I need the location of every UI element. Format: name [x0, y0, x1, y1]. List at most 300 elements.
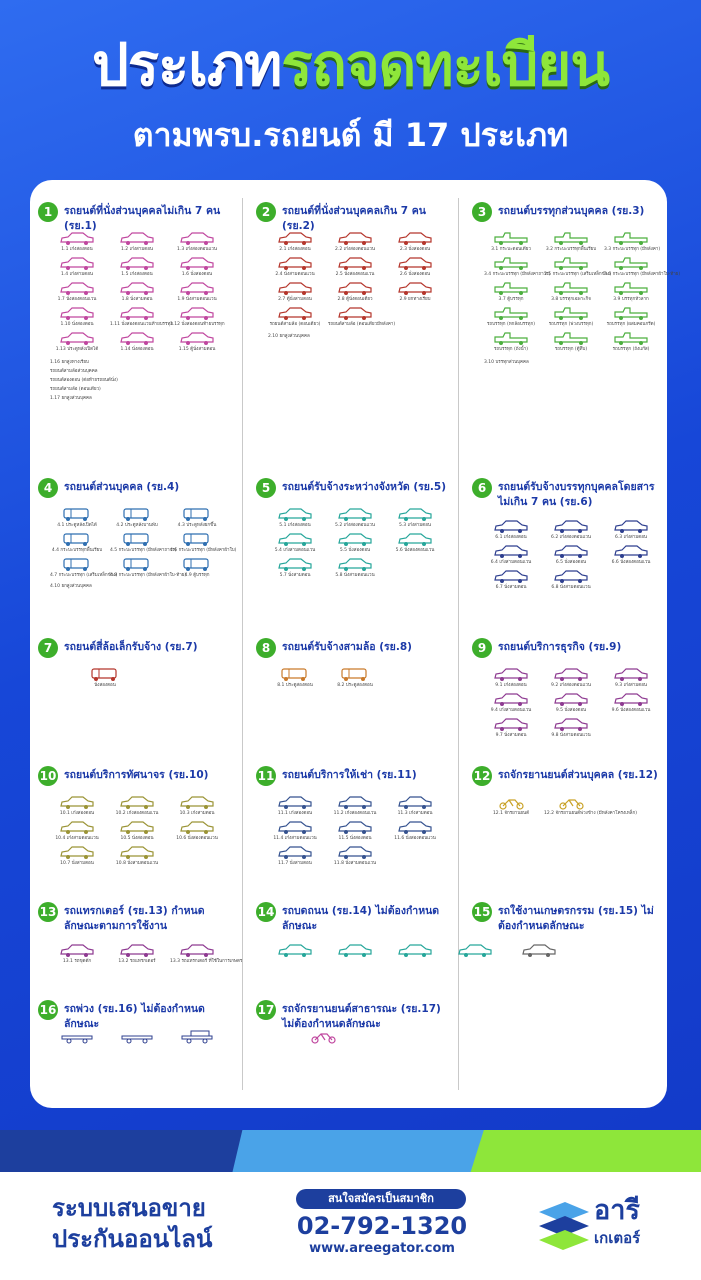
vehicle-item — [328, 942, 382, 959]
vehicle-item — [110, 942, 164, 965]
vehicle-icon — [119, 506, 155, 522]
vehicle-icon — [457, 942, 493, 958]
vehicle-item — [544, 230, 598, 253]
vehicle-label: 5.3 เก๋งสามตอน — [399, 523, 431, 528]
vehicle-label: 1.13 ประตูหลังเปิดได้ — [55, 347, 99, 352]
page-title — [0, 30, 701, 100]
section-header — [38, 478, 234, 498]
vehicle-icon — [397, 230, 433, 246]
vehicle-extra-label: 4.10 ยกสูงส่วนบุคคล — [50, 584, 92, 589]
vehicle-label: 3.7 ตู้บรรทุก — [498, 297, 524, 302]
vehicle-extra-label: 1.17 ยกสูงส่วนบุคคล — [50, 396, 92, 401]
vehicle-label: 9.5 นั่งสองตอน — [555, 708, 587, 713]
vehicle-grid — [50, 794, 224, 867]
vehicle-item — [268, 531, 322, 554]
vehicle-icon — [119, 844, 155, 860]
vehicle-label: 1.5 เก๋งสองตอน — [121, 272, 153, 277]
vehicle-icon — [397, 280, 433, 296]
vehicle-item — [268, 794, 322, 817]
vehicle-item — [328, 506, 382, 529]
vehicle-item — [110, 531, 177, 554]
vehicle-icon — [613, 280, 649, 296]
vehicle-icon — [59, 506, 95, 522]
vehicle-item — [268, 556, 322, 579]
vehicle-label: 5.6 นั่งสองตอนแวน — [395, 548, 435, 553]
vehicle-label: 5.5 นั่งสองตอน — [339, 548, 371, 553]
vehicle-label: 1.15 ตู้นั่งสามตอน — [178, 347, 216, 352]
brand-name-sub: เกเตอร์ — [594, 1229, 641, 1247]
vehicle-item — [170, 556, 224, 579]
vehicle-item — [484, 568, 538, 591]
vehicle-item — [544, 518, 598, 541]
vehicle-item — [484, 794, 538, 817]
section-number-badge: 1 — [38, 202, 58, 222]
vehicle-icon — [337, 305, 373, 321]
vehicle-icon — [493, 280, 529, 296]
vehicle-icon — [613, 518, 649, 534]
vehicle-item — [268, 255, 322, 278]
vehicle-icon — [119, 556, 155, 572]
vehicle-icon — [119, 305, 155, 321]
vehicle-icon — [613, 666, 649, 682]
vehicle-section — [472, 902, 660, 934]
vehicle-icon — [337, 844, 373, 860]
vehicle-icon — [553, 794, 589, 810]
vehicle-label: นั่งสองตอน — [94, 683, 116, 688]
vehicle-section — [472, 202, 681, 365]
vehicle-label: 6.8 นั่งสามตอนแวน — [551, 585, 591, 590]
vehicle-label: 5.7 นั่งสามตอน — [279, 573, 311, 578]
vehicle-label: 8.1 ประตูสองตอน — [277, 683, 313, 688]
vehicle-grid — [484, 794, 637, 817]
vehicle-item — [50, 1028, 104, 1045]
vehicle-icon — [59, 844, 95, 860]
vehicle-icon — [613, 230, 649, 246]
vehicle-grid — [512, 942, 566, 959]
vehicle-label: รถบรรทุก (หกล้อบรรทุก) — [487, 322, 535, 327]
vehicle-icon — [553, 691, 589, 707]
vehicle-item — [604, 255, 681, 278]
vehicle-icon — [553, 568, 589, 584]
website-link[interactable]: www.areegator.com — [309, 1241, 455, 1256]
vehicle-icon — [397, 819, 433, 835]
vehicle-label: 12.1 จักรยานยนต์ — [492, 811, 530, 816]
vehicle-label: 11.3 เก๋งสามตอน — [397, 811, 433, 816]
vehicle-grid — [50, 942, 243, 965]
vehicle-item — [110, 255, 164, 278]
vehicle-section — [472, 638, 660, 738]
footer-tagline-line1: ระบบเสนอขาย — [52, 1194, 206, 1222]
vehicle-label: รถบรรทุก (พ่วงบรรทุก) — [548, 322, 594, 327]
vehicle-icon — [493, 518, 529, 534]
vehicle-icon — [119, 1028, 155, 1044]
vehicle-section — [256, 902, 452, 934]
vehicle-item — [78, 666, 132, 689]
vehicle-icon — [179, 942, 215, 958]
vehicle-grid — [484, 230, 681, 353]
vehicle-label: 2.4 นั่งสามตอนแวน — [275, 272, 315, 277]
vehicle-item — [388, 280, 442, 303]
vehicle-item — [170, 1028, 224, 1045]
vehicle-icon — [119, 280, 155, 296]
vehicle-icon — [59, 280, 95, 296]
vehicle-item — [328, 556, 382, 579]
footer-stripe-blue — [232, 1130, 492, 1174]
vehicle-label: 4.8 กระบะบรรทุก (มีหลังคาผ้าใบ-ท้าย) — [110, 573, 187, 578]
vehicle-label: 13.3 รถแทรกเตอร์ ที่ใช้ในการเกษตร — [170, 959, 243, 964]
section-header — [256, 1000, 452, 1032]
vehicle-icon — [179, 819, 215, 835]
vehicle-label: 3.9 บรรทุกหัวลาก — [613, 297, 649, 302]
vehicle-icon — [493, 716, 529, 732]
section-title: รถจักรยานยนต์ส่วนบุคคล (รย.12) — [498, 769, 658, 781]
vehicle-label: 10.5 นั่งสองตอน — [120, 836, 154, 841]
vehicle-label: 10.7 นั่งสามตอน — [60, 861, 94, 866]
vehicle-label: 2.7 ตู้นั่งสามตอน — [278, 297, 312, 302]
vehicle-icon — [59, 305, 95, 321]
vehicle-item — [388, 255, 442, 278]
vehicle-label: 13.2 รถแทรกเตอร์ — [118, 959, 156, 964]
vehicle-item — [604, 330, 658, 353]
vehicle-icon — [337, 666, 373, 682]
section-header — [256, 478, 452, 498]
vehicle-item — [328, 819, 382, 842]
vehicle-label: 1.2 เก๋งสามตอน — [121, 247, 153, 252]
column-divider — [242, 198, 243, 1090]
vehicle-icon — [59, 942, 95, 958]
vehicle-icon — [277, 556, 313, 572]
vehicle-section — [256, 766, 452, 866]
vehicle-item — [328, 280, 382, 303]
vehicle-item — [170, 330, 224, 353]
vehicle-grid — [50, 1028, 224, 1045]
vehicle-icon — [493, 666, 529, 682]
section-title: รถใช้งานเกษตรกรรม (รย.15) ไม่ต้องกำหนดลักษณะ — [498, 905, 654, 932]
section-header — [256, 766, 452, 786]
vehicle-label: 10.2 เก๋งสองตอนแวน — [115, 811, 159, 816]
vehicle-item — [268, 280, 322, 303]
vehicle-section — [472, 478, 660, 590]
vehicle-icon — [59, 230, 95, 246]
vehicle-label: 6.5 นั่งสองตอน — [555, 560, 587, 565]
section-number-badge: 5 — [256, 478, 276, 498]
vehicle-item — [296, 1028, 350, 1045]
vehicle-label: รถบรรทุก (ตู้ทึบ) — [554, 347, 588, 352]
vehicle-icon — [493, 230, 529, 246]
vehicle-type-card — [30, 180, 681, 1108]
vehicle-item — [484, 230, 538, 253]
vehicle-item — [170, 230, 224, 253]
vehicle-icon — [613, 330, 649, 346]
vehicle-icon — [87, 666, 123, 682]
vehicle-icon — [305, 1028, 341, 1044]
section-title: รถยนต์ที่นั่งส่วนบุคคลเกิน 7 คน (รย.2) — [282, 205, 426, 232]
vehicle-label: 5.1 เก๋งสองตอน — [279, 523, 311, 528]
vehicle-icon — [179, 556, 215, 572]
vehicle-icon — [277, 794, 313, 810]
vehicle-icon — [119, 255, 155, 271]
vehicle-item — [170, 506, 224, 529]
vehicle-item — [170, 280, 224, 303]
vehicle-item — [268, 942, 322, 959]
vehicle-item — [388, 506, 442, 529]
section-title: รถยนต์บริการทัศนาจร (รย.10) — [64, 769, 209, 781]
vehicle-item — [484, 255, 551, 278]
vehicle-item — [50, 942, 104, 965]
vehicle-label: รถบรรทุก (ถังน้ำ) — [494, 347, 528, 352]
vehicle-icon — [493, 543, 529, 559]
vehicle-icon — [553, 666, 589, 682]
vehicle-grid — [268, 794, 442, 867]
vehicle-label: 10.1 เก๋งสองตอน — [59, 811, 95, 816]
vehicle-item — [328, 666, 382, 689]
vehicle-label: 1.3 เก๋งสองตอนแวน — [177, 247, 217, 252]
vehicle-label: 2.1 เก๋งสองตอน — [279, 247, 311, 252]
section-title: รถพ่วง (รย.16) ไม่ต้องกำหนดลักษณะ — [64, 1003, 205, 1030]
vehicle-label: 5.4 เก๋งสามตอนแวน — [274, 548, 316, 553]
vehicle-grid — [484, 518, 658, 591]
vehicle-section — [256, 638, 452, 688]
vehicle-label: 1.14 นั่งสองตอน — [120, 347, 154, 352]
section-header — [472, 766, 660, 786]
vehicle-item — [268, 230, 322, 253]
vehicle-label: 1.11 นั่งสองตอนแวนท้ายบรรทุก — [110, 322, 174, 327]
section-title: รถยนต์รับจ้างระหว่างจังหวัด (รย.5) — [282, 481, 447, 493]
vehicle-section — [38, 1000, 234, 1032]
vehicle-item — [544, 330, 598, 353]
vehicle-section — [38, 902, 243, 964]
vehicle-label: 13.1 รถขุดตัก — [62, 959, 92, 964]
vehicle-icon — [119, 531, 155, 547]
vehicle-label: 9.3 เก๋งสามตอน — [615, 683, 647, 688]
section-header — [38, 902, 234, 934]
vehicle-grid — [78, 666, 132, 689]
vehicle-grid — [268, 230, 442, 328]
vehicle-label: 11.4 เก๋งสามตอนแวน — [273, 836, 317, 841]
vehicle-icon — [119, 330, 155, 346]
vehicle-item — [170, 942, 243, 965]
vehicle-item — [604, 691, 658, 714]
vehicle-item — [50, 556, 118, 579]
vehicle-icon — [337, 255, 373, 271]
vehicle-icon — [397, 255, 433, 271]
vehicle-section — [38, 478, 237, 589]
vehicle-grid — [484, 666, 658, 739]
vehicle-item — [544, 255, 612, 278]
section-number-badge: 4 — [38, 478, 58, 498]
vehicle-label: 1.7 นั่งสองตอนแวน — [57, 297, 97, 302]
vehicle-label: 5.2 เก๋งสองตอนแวน — [335, 523, 375, 528]
vehicle-item — [484, 330, 538, 353]
vehicle-item — [544, 794, 637, 817]
vehicle-label: 1.1 เก๋งสองตอน — [61, 247, 93, 252]
vehicle-item — [50, 255, 104, 278]
vehicle-icon — [59, 819, 95, 835]
vehicle-extra-label: รถยนต์สามล้อส่วนบุคคล — [50, 369, 98, 374]
vehicle-item — [50, 506, 104, 529]
vehicle-item — [544, 280, 598, 303]
vehicle-item — [110, 1028, 164, 1045]
section-number-badge: 3 — [472, 202, 492, 222]
section-header — [472, 902, 660, 934]
vehicle-item — [328, 230, 382, 253]
vehicle-item — [484, 543, 538, 566]
vehicle-icon — [179, 305, 215, 321]
vehicle-item — [604, 543, 658, 566]
vehicle-item — [170, 531, 237, 554]
section-header — [472, 638, 660, 658]
vehicle-grid — [268, 506, 442, 579]
vehicle-grid — [296, 1028, 350, 1045]
vehicle-item — [544, 568, 598, 591]
vehicle-label: 1.6 นั่งสองตอน — [181, 272, 213, 277]
vehicle-icon — [337, 230, 373, 246]
vehicle-icon — [553, 716, 589, 732]
vehicle-item — [328, 794, 382, 817]
vehicle-icon — [553, 280, 589, 296]
vehicle-label: 3.5 กระบะบรรทุก (เสริมเหล็กข้าง) — [544, 272, 612, 277]
brand-logo-icon — [535, 1198, 593, 1254]
vehicle-label: 6.4 เก๋งสามตอนแวน — [490, 560, 532, 565]
vehicle-item — [328, 844, 382, 867]
vehicle-section — [256, 202, 452, 339]
vehicle-icon — [119, 794, 155, 810]
vehicle-label: รถยนต์สามล้อ (ตอนเดียว) — [269, 322, 321, 327]
vehicle-label: 10.3 เก๋งสามตอน — [179, 811, 215, 816]
vehicle-icon — [179, 1028, 215, 1044]
section-title: รถยนต์ที่นั่งส่วนบุคคลไม่เกิน 7 คน (รย.1) — [64, 205, 221, 232]
section-number-badge: 10 — [38, 766, 58, 786]
vehicle-icon — [277, 506, 313, 522]
vehicle-label: 3.3 กระบะบรรทุก (มีหลังคา) — [604, 247, 661, 252]
vehicle-label: 1.8 นั่งสามตอน — [121, 297, 153, 302]
vehicle-label: 3.1 กระบะตอนเดียว — [491, 247, 531, 252]
section-number-badge: 8 — [256, 638, 276, 658]
vehicle-section — [256, 478, 452, 578]
vehicle-icon — [277, 305, 313, 321]
section-header — [38, 638, 234, 658]
vehicle-item — [110, 330, 164, 353]
vehicle-icon — [179, 330, 215, 346]
vehicle-item — [110, 844, 164, 867]
vehicle-item — [388, 230, 442, 253]
vehicle-item — [110, 280, 164, 303]
vehicle-item — [50, 819, 104, 842]
vehicle-icon — [277, 942, 313, 958]
vehicle-item — [604, 305, 658, 328]
section-number-badge: 16 — [38, 1000, 58, 1020]
vehicle-label: 11.2 เก๋งสองตอนแวน — [333, 811, 377, 816]
vehicle-label: 11.5 นั่งสองตอน — [338, 836, 372, 841]
vehicle-icon — [119, 230, 155, 246]
vehicle-label: 1.10 นั่งสองตอน — [60, 322, 94, 327]
vehicle-label: 12.2 จักรยานยนต์พ่วงข้าง (มีหลังคาโครงเหล็ก) — [544, 811, 637, 816]
vehicle-label: 10.6 นั่งสองตอนแวน — [176, 836, 218, 841]
section-number-badge: 2 — [256, 202, 276, 222]
vehicle-item — [328, 531, 382, 554]
vehicle-label: 9.6 นั่งสองตอนแวน — [611, 708, 651, 713]
vehicle-item — [544, 691, 598, 714]
vehicle-label: 5.8 นั่งสามตอนแวน — [335, 573, 375, 578]
vehicle-item — [544, 543, 598, 566]
vehicle-item — [604, 666, 658, 689]
vehicle-icon — [277, 819, 313, 835]
section-title: รถยนต์รับจ้างบรรทุกบุคคลโดยสารไม่เกิน 7 คน (รย.6) — [498, 481, 655, 508]
section-number-badge: 7 — [38, 638, 58, 658]
section-title: รถจักรยานยนต์สาธารณะ (รย.17) ไม่ต้องกำหนดลักษณะ — [282, 1003, 441, 1030]
vehicle-item — [328, 255, 382, 278]
vehicle-icon — [337, 556, 373, 572]
vehicle-label: 1.9 นั่งสามตอนแวน — [177, 297, 217, 302]
vehicle-label: 6.7 นั่งสามตอน — [495, 585, 527, 590]
vehicle-icon — [59, 531, 95, 547]
section-title: รถแทรกเตอร์ (รย.13) กำหนดลักษณะตามการใช้งาน — [64, 905, 205, 932]
vehicle-label: 9.7 นั่งสามตอน — [495, 733, 527, 738]
vehicle-item — [50, 280, 104, 303]
vehicle-icon — [277, 255, 313, 271]
vehicle-label: 3.6 กระบะบรรทุก (มีหลังคาผ้าใบ-ท้าย) — [604, 272, 681, 277]
vehicle-label: 4.3 ประตูหลังยกขึ้น — [177, 523, 217, 528]
vehicle-item — [170, 305, 224, 328]
vehicle-item — [170, 255, 224, 278]
section-number-badge: 11 — [256, 766, 276, 786]
vehicle-item — [388, 942, 442, 959]
vehicle-label: 4.7 กระบะบรรทุก (เสริมเหล็กข้าง) — [50, 573, 118, 578]
vehicle-label: 6.1 เก๋งสองตอน — [495, 535, 527, 540]
vehicle-label: 9.4 เก๋งสามตอนแวน — [490, 708, 532, 713]
vehicle-icon — [553, 543, 589, 559]
vehicle-icon — [337, 280, 373, 296]
vehicle-label: 2.2 เก๋งสองตอนแวน — [335, 247, 375, 252]
vehicle-item — [50, 230, 104, 253]
vehicle-icon — [59, 1028, 95, 1044]
vehicle-label: 9.1 เก๋งสองตอน — [495, 683, 527, 688]
vehicle-item — [268, 506, 322, 529]
vehicle-extra-label: รถยนต์สองตอน (ต่อท้ายรถยนต์นั่ง) — [50, 378, 118, 383]
vehicle-icon — [277, 230, 313, 246]
vehicle-item — [604, 230, 661, 253]
vehicle-label: 3.4 กระบะบรรทุก (มีหลังคาถาวร) — [484, 272, 551, 277]
vehicle-icon — [493, 255, 529, 271]
vehicle-icon — [59, 330, 95, 346]
vehicle-label: 3.8 บรรทุกเฉพาะกิจ — [551, 297, 591, 302]
vehicle-icon — [493, 305, 529, 321]
vehicle-item — [388, 531, 442, 554]
vehicle-item — [484, 716, 538, 739]
vehicle-label: รถยนต์สามล้อ (ตอนเดียวมีหลังคา) — [328, 322, 396, 327]
section-number-badge: 15 — [472, 902, 492, 922]
signup-cta[interactable]: สนใจสมัครเป็นสมาชิก — [296, 1189, 466, 1209]
vehicle-item — [484, 518, 538, 541]
vehicle-item — [268, 666, 322, 689]
vehicle-label: 11.1 เก๋งสองตอน — [277, 811, 313, 816]
vehicle-extra-label: 3.10 บรรทุกส่วนบุคคล — [484, 360, 529, 365]
vehicle-label: 3.2 กระบะบรรทุกพื้นเรียบ — [545, 247, 597, 252]
vehicle-label: 1.12 นั่งสองตอนท้ายบรรทุก — [170, 322, 225, 327]
vehicle-icon — [397, 942, 433, 958]
vehicle-icon — [337, 819, 373, 835]
contact-phone[interactable]: 02-792-1320 — [296, 1212, 468, 1240]
vehicle-extra-label: รถยนต์สามล้อ (ตอนเดียว) — [50, 387, 101, 392]
section-title: รถยนต์บรรทุกส่วนบุคคล (รย.3) — [498, 205, 645, 217]
vehicle-label: 11.7 นั่งสามตอน — [278, 861, 312, 866]
vehicle-extra-label: 1.16 ยกสูงทางเรียบ — [50, 360, 89, 365]
vehicle-icon — [337, 531, 373, 547]
vehicle-icon — [179, 506, 215, 522]
vehicle-item — [544, 716, 598, 739]
vehicle-item — [604, 280, 658, 303]
vehicle-label: 4.6 กระบะบรรทุก (มีหลังคาผ้าใบ) — [170, 548, 237, 553]
